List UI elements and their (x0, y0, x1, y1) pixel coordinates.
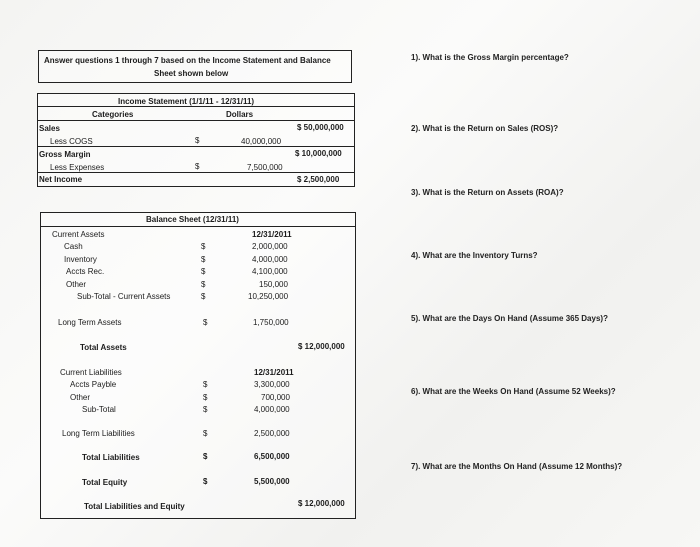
income-row-expenses-dollar: $ (195, 162, 200, 171)
total-liabilities-label: Total Liabilities (82, 453, 140, 462)
subtotal-liabilities-dollar: $ (203, 405, 208, 414)
total-assets-value: $ 12,000,000 (298, 342, 345, 351)
instruction-line-1: Answer questions 1 through 7 based on the Income Statement and Balance (44, 56, 331, 65)
accts-rec-dollar: $ (201, 267, 206, 276)
long-term-assets-label: Long Term Assets (58, 318, 122, 327)
income-row-net-income-value: $ 2,500,000 (297, 175, 340, 184)
subtotal-liabilities-label: Sub-Total (82, 405, 116, 414)
total-assets-label: Total Assets (80, 343, 127, 352)
question-1: 1). What is the Gross Margin percentage? (411, 53, 569, 62)
inventory-label: Inventory (64, 255, 97, 264)
cash-dollar: $ (201, 242, 206, 251)
income-col-categories: Categories (92, 110, 134, 119)
total-liabilities-equity-label: Total Liabilities and Equity (84, 502, 185, 511)
current-liabilities-heading: Current Liabilities (60, 368, 122, 377)
accts-payable-dollar: $ (203, 380, 208, 389)
income-row-divider (37, 146, 354, 147)
current-assets-heading: Current Assets (52, 230, 105, 239)
accts-payable-label: Accts Payble (70, 380, 117, 389)
subtotal-liabilities-value: 4,000,000 (254, 405, 290, 414)
question-4: 4). What are the Inventory Turns? (411, 251, 538, 260)
total-liabilities-value: 6,500,000 (254, 452, 290, 461)
subtotal-current-assets-dollar: $ (201, 292, 206, 301)
long-term-assets-value: 1,750,000 (253, 318, 289, 327)
accts-rec-label: Accts Rec. (66, 267, 105, 276)
other-assets-label: Other (66, 280, 87, 289)
other-assets-value: 150,000 (259, 280, 288, 289)
income-row-gross-margin-label: Gross Margin (39, 150, 91, 159)
income-row-expenses-label: Less Expenses (50, 163, 105, 172)
total-liabilities-equity-value: $ 12,000,000 (298, 499, 345, 508)
total-equity-dollar: $ (203, 477, 208, 486)
income-statement-title: Income Statement (1/1/11 - 12/31/11) (118, 97, 255, 106)
other-liabilities-label: Other (70, 393, 91, 402)
income-row-cogs-dollar: $ (195, 136, 200, 145)
income-row-sales-value: $ 50,000,000 (297, 123, 344, 132)
question-2: 2). What is the Return on Sales (ROS)? (411, 124, 559, 133)
long-term-liabilities-dollar: $ (203, 429, 208, 438)
income-row-divider (37, 172, 354, 173)
other-liabilities-dollar: $ (203, 393, 208, 402)
asset-date-header: 12/31/2011 (252, 230, 292, 239)
other-liabilities-value: 700,000 (261, 393, 290, 402)
accts-payable-value: 3,300,000 (254, 380, 290, 389)
subtotal-current-assets-label: Sub-Total - Current Assets (77, 292, 171, 301)
long-term-liabilities-label: Long Term Liabilities (62, 429, 135, 438)
inventory-value: 4,000,000 (252, 255, 288, 264)
total-liabilities-dollar: $ (203, 452, 208, 461)
question-3: 3). What is the Return on Assets (ROA)? (411, 188, 564, 197)
income-title-divider (37, 106, 354, 107)
liability-date-header: 12/31/2011 (254, 368, 294, 377)
cash-label: Cash (64, 242, 83, 251)
balance-sheet-title: Balance Sheet (12/31/11) (146, 215, 239, 224)
instruction-box (38, 50, 352, 83)
question-7: 7). What are the Months On Hand (Assume 12 Months)? (411, 462, 623, 471)
income-col-dollars: Dollars (226, 110, 254, 119)
total-equity-label: Total Equity (82, 478, 128, 487)
instruction-line-2: Sheet shown below (154, 69, 229, 78)
long-term-liabilities-value: 2,500,000 (254, 429, 290, 438)
income-row-expenses-value: 7,500,000 (247, 163, 283, 172)
question-5: 5). What are the Days On Hand (Assume 365 Days)? (411, 314, 608, 323)
income-row-cogs-value: 40,000,000 (241, 137, 282, 146)
income-row-gross-margin-value: $ 10,000,000 (295, 149, 342, 158)
inventory-dollar: $ (201, 255, 206, 264)
subtotal-current-assets-value: 10,250,000 (248, 292, 289, 301)
total-equity-value: 5,500,000 (254, 477, 290, 486)
accts-rec-value: 4,100,000 (252, 267, 288, 276)
income-row-cogs-label: Less COGS (50, 137, 93, 146)
cash-value: 2,000,000 (252, 242, 288, 251)
long-term-assets-dollar: $ (203, 318, 208, 327)
balance-title-divider (40, 226, 355, 227)
income-row-sales-label: Sales (39, 124, 60, 133)
income-row-net-income-label: Net Income (39, 175, 83, 184)
question-6: 6). What are the Weeks On Hand (Assume 52 Weeks)? (411, 387, 616, 396)
other-assets-dollar: $ (201, 280, 206, 289)
income-header-divider (37, 120, 354, 121)
